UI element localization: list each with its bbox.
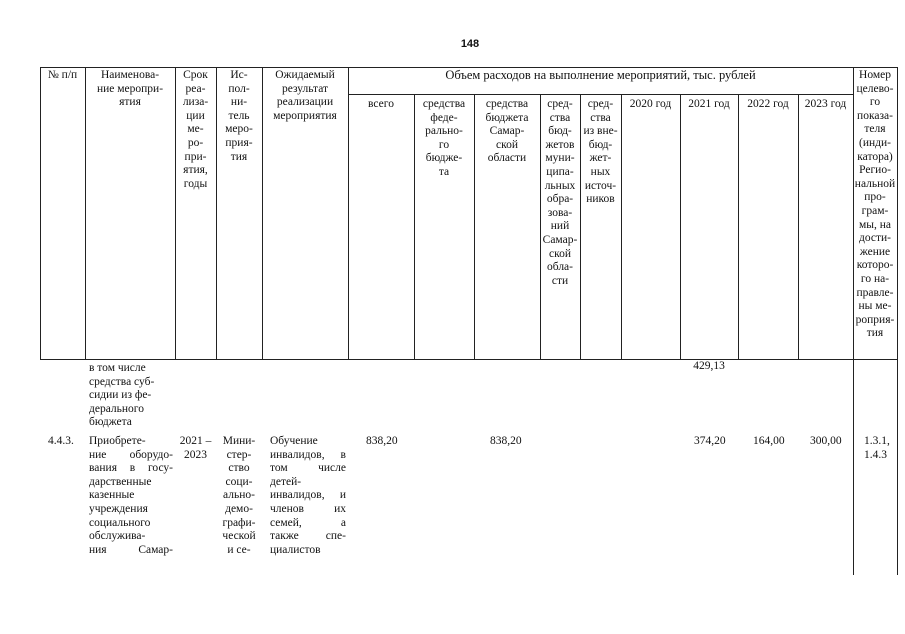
subheader-divider (348, 94, 853, 95)
item-result-line: Обучение (270, 435, 318, 447)
header-term: Срок реа- лиза- ции ме- ро- при- ятия, годы (182, 69, 209, 190)
item-name-line: учреждения (89, 502, 148, 515)
item-samara: 838,20 (490, 435, 522, 447)
col-border (738, 94, 739, 360)
item-name (89, 435, 173, 557)
header-y2021: 2021 год (688, 98, 730, 110)
item-term: 2021 – 2023 (179, 435, 212, 461)
item-name-line: Приобрете- (89, 435, 146, 447)
item-result-line: инвалидов, и (270, 489, 346, 502)
header-total: всего (368, 98, 394, 110)
item-result-line: циалистов (270, 543, 321, 556)
header-expenses-group: Объем расходов на выполнение мероприятий, тыс. рублей (445, 68, 756, 82)
item-name-line: дарственные (89, 475, 152, 488)
item-total: 838,20 (366, 435, 398, 447)
col-border (621, 94, 622, 360)
header-extra: сред- ства из вне- бюд- жет- ных источ- ников (583, 98, 618, 206)
item-result-line: инвалидов, в (270, 448, 346, 461)
subsidy-name: в том числе средства суб- сидии из фе- дерального бюджета (89, 362, 155, 429)
page-number: 148 (460, 38, 480, 50)
item-result (270, 435, 346, 557)
item-y2023: 300,00 (810, 435, 842, 447)
item-name-line: обслужива- (89, 530, 146, 543)
header-bottom-border (40, 359, 898, 360)
col-border (85, 67, 86, 360)
header-y2020: 2020 год (629, 98, 672, 110)
col-border (798, 94, 799, 360)
item-result-line: членов их (270, 502, 346, 515)
header-name: Наименова- ние меропри- ятия (96, 69, 164, 109)
item-executor: Мини- стер- ство соци- ально- демо- графи- ческой и се- (222, 435, 256, 556)
header-federal: средства феде- рально- го бюдже- та (422, 98, 466, 178)
item-y2022: 164,00 (753, 435, 785, 447)
item-y2021: 374,20 (694, 435, 726, 447)
body-col-border (853, 360, 854, 575)
header-result: Ожидаемый результат реализации мероприятия (273, 69, 337, 122)
item-result-line: том числе (270, 462, 346, 475)
item-result-line: семей, а (270, 516, 346, 529)
item-name-line: социального (89, 516, 151, 529)
item-indicator: 1.3.1, 1.4.3 (864, 435, 890, 461)
item-num: 4.4.3. (48, 435, 74, 447)
item-name-line: казенные (89, 489, 135, 502)
body-col-border (897, 360, 898, 575)
header-executor: Ис- пол- ни- тель меро- прия- тия (225, 69, 253, 163)
item-result-line: детей- (270, 475, 302, 488)
header-y2023: 2023 год (804, 98, 847, 110)
header-samara: средства бюджета Самар- ской области (485, 98, 529, 165)
item-name-line: ния Самар- (89, 543, 173, 556)
header-num: № п/п (47, 69, 78, 81)
col-border (897, 67, 898, 360)
item-name-line: ние оборудо- (89, 448, 173, 461)
subsidy-y2021: 429,13 (693, 360, 725, 372)
header-municipal: сред- ства бюд- жетов муни- ципа- льных обра- зова- ний Самар- ской обла- сти (542, 98, 578, 287)
col-border (680, 94, 681, 360)
header-y2022: 2022 год (747, 98, 789, 110)
item-result-line: также спе- (270, 530, 346, 543)
item-name-line: вания в госу- (89, 462, 173, 475)
col-border (40, 67, 41, 360)
header-indicator: Номер целево- го показа- теля (инди- катора) Регио- нальной про- грам- мы, на дости- жение которо- го на- правле- ны ме- роприя- тия (854, 69, 896, 340)
